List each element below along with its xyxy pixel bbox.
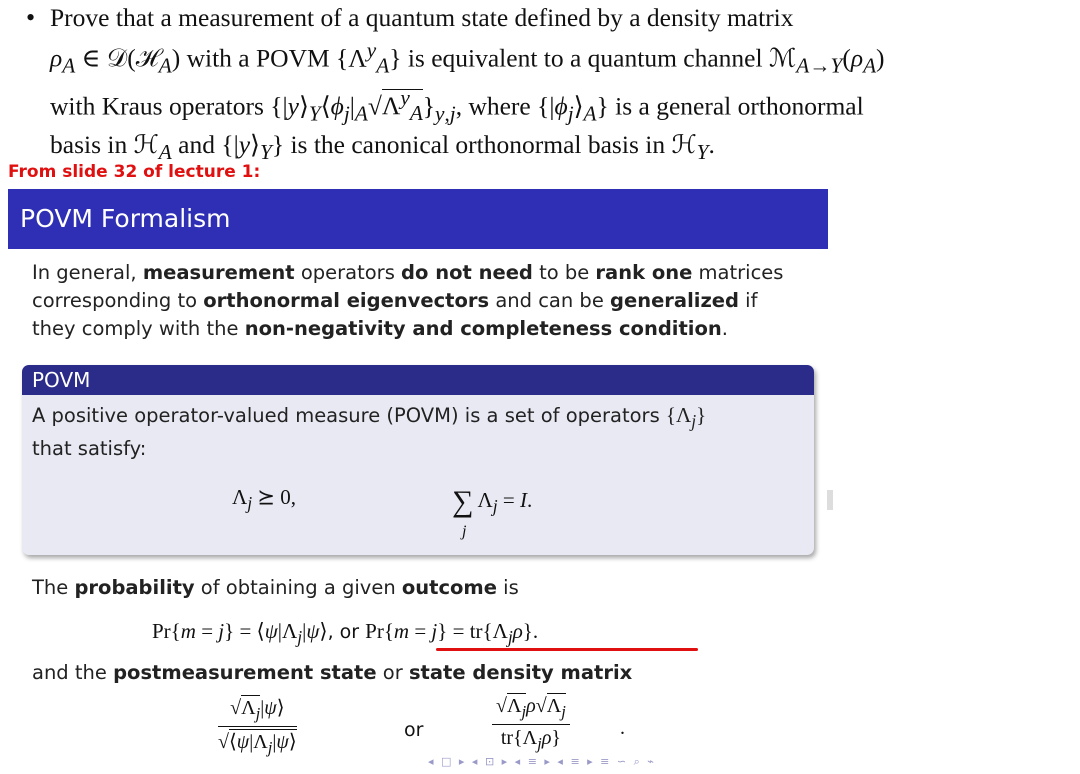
slide-title: POVM Formalism	[8, 189, 828, 249]
block-title: POVM	[22, 365, 814, 395]
problem-statement	[26, 2, 1074, 168]
slide-navigation[interactable]: ◂ □ ▸ ◂ ⊡ ▸ ◂ ≡ ▸ ◂ ≡ ▸ ≡ ∽ ⌕ ⌁	[428, 755, 656, 768]
bullet: •	[26, 3, 36, 32]
red-underline	[436, 648, 698, 651]
slide	[8, 189, 828, 774]
problem-line-1: Prove that a measurement of a quantum state defined by a density matrix	[50, 3, 794, 32]
period: .	[620, 717, 625, 739]
pure-state-fraction: $√\Lambda_j|\psi⟩$ $√⟨\psi|\Lambda_j|\psi⟩$	[218, 697, 297, 757]
or-word: or	[404, 719, 424, 741]
problem-line-3: with Kraus operators $\{|y⟩_Y⟨\phi_j|_A√\Lambda^y_A\}_{y,j}$, where $\{|\phi_j⟩_A\}$ is a general orthonormal	[50, 85, 864, 126]
nonnegativity-equation: $\Lambda_j$ ⪰ 0,	[232, 485, 296, 514]
postmeasurement-intro: and the postmeasurement state or state density matrix	[32, 661, 633, 684]
block-body: A positive operator-valued measure (POVM) is a set of operators $\{\Lambda_j\}$ that satisfy:	[32, 403, 707, 461]
density-matrix-fraction: $√\Lambda_j\rho√\Lambda_j$ $tr\{\Lambda_j\rho\}$	[492, 695, 570, 754]
slide-intro: In general, measurement operators do not need to be rank one matrices corresponding to orthonormal eigenvectors and can be generalized if they comply with the non-negativity and completeness condition.	[32, 261, 784, 340]
povm-definition-block	[22, 365, 814, 555]
problem-line-2: $\rho_A$ ∈ 𝒟(ℋ$_A$) with a POVM $\{\Lambda^y_A\}$ is equivalent to a quantum channel $ℳ_{A\to Y}(\rho_A)$	[50, 38, 885, 78]
completeness-equation: ∑ $\Lambda_j = I$. j	[452, 485, 533, 540]
problem-line-4: basis in ℋ$_A$ and $\{|y⟩_Y\}$ is the canonical orthonormal basis in ℋ$_Y$.	[50, 130, 715, 165]
source-label: From slide 32 of lecture 1:	[8, 162, 261, 182]
probability-intro: The probability of obtaining a given outcome is	[32, 576, 519, 599]
probability-equation: $Pr\{m = j\} = ⟨\psi|\Lambda_j|\psi⟩$, or $Pr\{m = j\} = tr\{\Lambda_j\rho\}$.	[152, 619, 539, 648]
scrollbar-handle[interactable]	[827, 490, 833, 510]
